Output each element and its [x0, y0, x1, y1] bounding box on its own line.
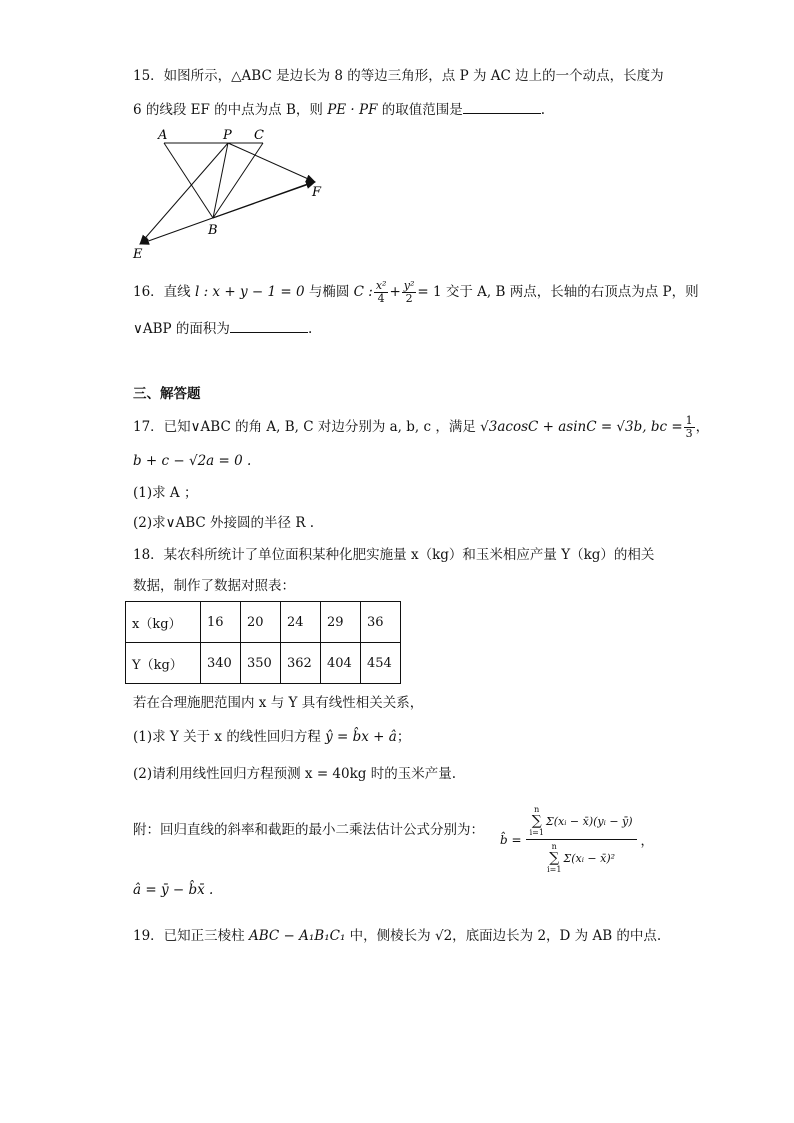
denominator-expr: Σ(xᵢ − x̄)²: [563, 851, 616, 865]
q17-condition: √3acosC + asinC = √3b, bc =: [480, 419, 683, 435]
table-header-y: Y（kg）: [126, 643, 201, 684]
q16-frac-y: [402, 280, 417, 305]
table-header-x: x（kg）: [126, 602, 201, 643]
q16-answer-blank[interactable]: [230, 318, 308, 333]
label-b: B: [208, 223, 218, 238]
q19-text-a: 19．已知正三棱柱: [133, 928, 249, 944]
q18-note: 附：回归直线的斜率和截距的最小二乘法估计公式分别为：: [133, 822, 484, 838]
q15-figure: [128, 122, 338, 262]
q18-part1-text: (1)求 Y 关于 x 的线性回归方程: [133, 729, 326, 745]
label-c: C: [254, 128, 264, 143]
q16-x2: x²: [375, 279, 387, 292]
segment-bf-arrow: [213, 182, 315, 218]
q16-line2-text: ∨ABP 的面积为: [133, 321, 230, 337]
q16-line2: [133, 318, 312, 339]
section-title: 三、解答题: [133, 386, 201, 402]
label-e: E: [133, 247, 143, 262]
sum-upper: n: [551, 842, 557, 851]
q15-line2-end: .: [540, 102, 546, 118]
data-table: [125, 601, 401, 684]
table-cell: 454: [361, 643, 401, 684]
q19-line1: [133, 926, 661, 946]
formula-a-hat: â = ȳ − b̂x̄ .: [133, 882, 214, 898]
b-hat-frac: [526, 805, 637, 874]
table-row: [126, 643, 401, 684]
table-cell: 350: [241, 643, 281, 684]
q18-part1-end: ；: [396, 729, 411, 745]
table-row: [126, 602, 401, 643]
q16-line2-end: .: [307, 321, 313, 337]
q17-text-a: 17．已知∨ABC 的角 A, B, C 对边分别为 a, b, c ，满足: [133, 419, 481, 435]
q16-text-c: 交于 A, B 两点，长轴的右顶点为点 P，则: [441, 284, 699, 300]
q18-after-table: 若在合理施肥范围内 x 与 Y 具有线性相关关系，: [133, 695, 424, 711]
q17-comma: ，: [695, 419, 710, 435]
note-end: ，: [640, 834, 654, 849]
q15-line2: [133, 99, 545, 120]
q19-prism: ABC − A₁B₁C₁: [248, 928, 346, 944]
table-cell: 340: [201, 643, 241, 684]
sum-upper: n: [534, 805, 540, 814]
table-cell: 16: [201, 602, 241, 643]
sum-lower: i=1: [529, 828, 544, 837]
q17-part1: (1)求 A ；: [133, 485, 198, 501]
q15-line1: 15．如图所示，△ABC 是边长为 8 的等边三角形，点 P 为 AC 边上的一个动点，长度为: [133, 68, 664, 84]
table-cell: 20: [241, 602, 281, 643]
q19-text-c: ，底面边长为 2，D 为 AB 的中点.: [452, 928, 662, 944]
q15-vector-expr: PE · PF: [327, 102, 378, 118]
label-p: P: [223, 128, 232, 143]
q16-four: 4: [377, 292, 385, 305]
q18-part2: (2)请利用线性回归方程预测 x = 40kg 时的玉米产量.: [133, 766, 457, 782]
b-hat-label: b̂ =: [500, 832, 522, 847]
formula-b-hat: [500, 805, 654, 874]
q16-ellipse-name: C :: [353, 284, 373, 300]
table-cell: 29: [321, 602, 361, 643]
q19-sqrt2: √2: [434, 928, 453, 944]
q16-eq1: = 1: [417, 284, 442, 300]
table-cell: 404: [321, 643, 361, 684]
q16-frac-x: [374, 280, 389, 305]
table-cell: 36: [361, 602, 401, 643]
sum-lower: i=1: [547, 865, 562, 874]
b-hat-numerator: [526, 805, 637, 840]
table-cell: 362: [281, 643, 321, 684]
sum-sign-bottom: n ∑ i=1: [547, 842, 562, 874]
numerator-expr: Σ(xᵢ − x̄)(yᵢ − ȳ): [545, 814, 633, 828]
q17-frac: [684, 415, 695, 440]
q16-text-a: 16．直线: [133, 284, 195, 300]
q16-plus: +: [389, 284, 401, 300]
b-hat-denominator: [543, 840, 619, 874]
q15-answer-blank[interactable]: [463, 99, 541, 114]
segment-ab: [164, 143, 213, 218]
q17-three: 3: [685, 427, 693, 440]
q17-line1: [133, 414, 709, 440]
q18-line2: 数据，制作了数据对照表：: [133, 578, 295, 594]
q19-text-b: 中，侧棱长为: [345, 928, 435, 944]
q17-line2: b + c − √2a = 0 .: [133, 453, 252, 469]
q16-line1: [133, 279, 699, 305]
table-cell: 24: [281, 602, 321, 643]
q16-two: 2: [405, 292, 413, 305]
q15-line2-text-b: 的取值范围是: [377, 102, 463, 118]
q15-line2-text: 6 的线段 EF 的中点为点 B，则: [133, 102, 328, 118]
q18-line1: 18．某农科所统计了单位面积某种化肥实施量 x（kg）和玉米相应产量 Y（kg）的相关: [133, 547, 655, 563]
q18-regression-eq: ŷ = b̂x + â: [325, 729, 397, 745]
q17-one: 1: [685, 414, 693, 427]
q16-text-b: 与椭圆: [304, 284, 354, 300]
label-f: F: [312, 185, 322, 200]
q18-part1: [133, 727, 410, 747]
q16-line-equation: l : x + y − 1 = 0: [194, 284, 305, 300]
label-a: A: [158, 128, 168, 143]
sum-sign-top: n ∑ i=1: [529, 805, 544, 837]
q17-part2: (2)求∨ABC 外接圆的半径 R .: [133, 515, 315, 531]
q16-y2: y²: [403, 279, 415, 292]
